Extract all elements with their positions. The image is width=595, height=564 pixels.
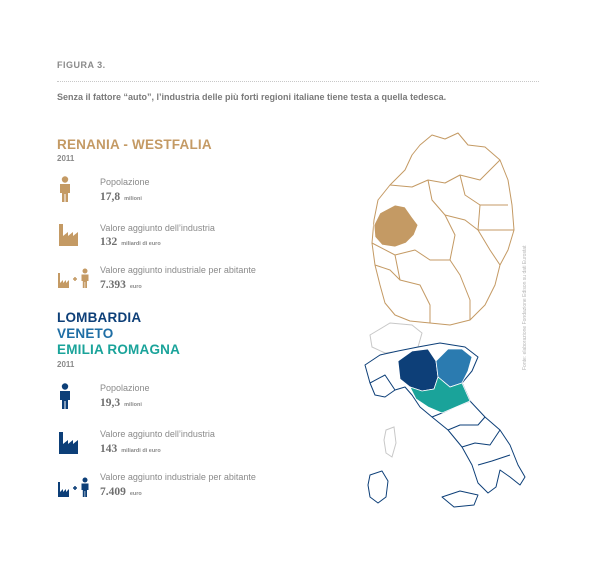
italy-stat-3-value-line [100, 486, 142, 498]
italy-stat-2-unit: miliardi di euro [121, 448, 161, 454]
italy-stat-3-unit: euro [129, 491, 142, 497]
germany-stat-2-unit: miliardi di euro [121, 241, 161, 247]
italy-region-title-veneto: VENETO [57, 326, 114, 341]
germany-stat-3-value: 7.393 [100, 279, 126, 291]
italy-stat-1-unit: milioni [124, 402, 142, 408]
figure-label: FIGURA 3. [57, 60, 106, 70]
factory-plus-person-icon [58, 477, 94, 499]
germany-stat-2-label: Valore aggiunto dell’industria [100, 223, 215, 233]
germany-stat-2-value-line [100, 236, 161, 248]
germany-year: 2011 [57, 154, 75, 163]
italy-stat-2-value-line [100, 443, 161, 455]
person-icon [59, 176, 71, 202]
factory-icon [58, 224, 84, 246]
germany-stat-3-value-line [100, 279, 142, 291]
germany-stat-2-value: 132 [100, 236, 118, 248]
sicily-outline [442, 491, 478, 507]
person-icon [59, 383, 71, 409]
germany-stat-1-value: 17,8 [100, 191, 121, 203]
italy-stat-2-value: 143 [100, 443, 118, 455]
germany-stat-1-unit: milioni [124, 196, 142, 202]
factory-plus-person-icon [58, 268, 94, 290]
sardinia-outline [368, 471, 388, 503]
italy-region-title-lombardia: LOMBARDIA [57, 310, 142, 325]
germany-region-title: RENANIA - WESTFALIA [57, 137, 212, 152]
italy-stat-1-label: Popolazione [100, 383, 150, 393]
germany-stat-3-label: Valore aggiunto industriale per abitante [100, 265, 256, 275]
divider [57, 81, 539, 82]
italy-year: 2011 [57, 360, 75, 369]
source-note: Fonte: elaborazione Fondazione Edison su dati Eurostat [522, 245, 528, 370]
germany-stat-3-unit: euro [129, 284, 142, 290]
figure-subtitle: Senza il fattore “auto”, l’industria delle più forti regioni italiane tiene testa a quella tedesca. [57, 92, 447, 102]
italy-region-title-emilia-romagna: EMILIA ROMAGNA [57, 342, 181, 357]
italy-stat-3-value: 7.409 [100, 486, 126, 498]
italy-stat-1-value-line [100, 397, 142, 409]
italy-stat-2-label: Valore aggiunto dell’industria [100, 429, 215, 439]
corsica-outline [384, 427, 396, 457]
italy-stat-1-value: 19,3 [100, 397, 121, 409]
italy-stat-3-label: Valore aggiunto industriale per abitante [100, 472, 256, 482]
regions-map [350, 125, 530, 510]
germany-stat-1-label: Popolazione [100, 177, 150, 187]
factory-icon [58, 432, 84, 454]
germany-stat-1-value-line [100, 191, 142, 203]
